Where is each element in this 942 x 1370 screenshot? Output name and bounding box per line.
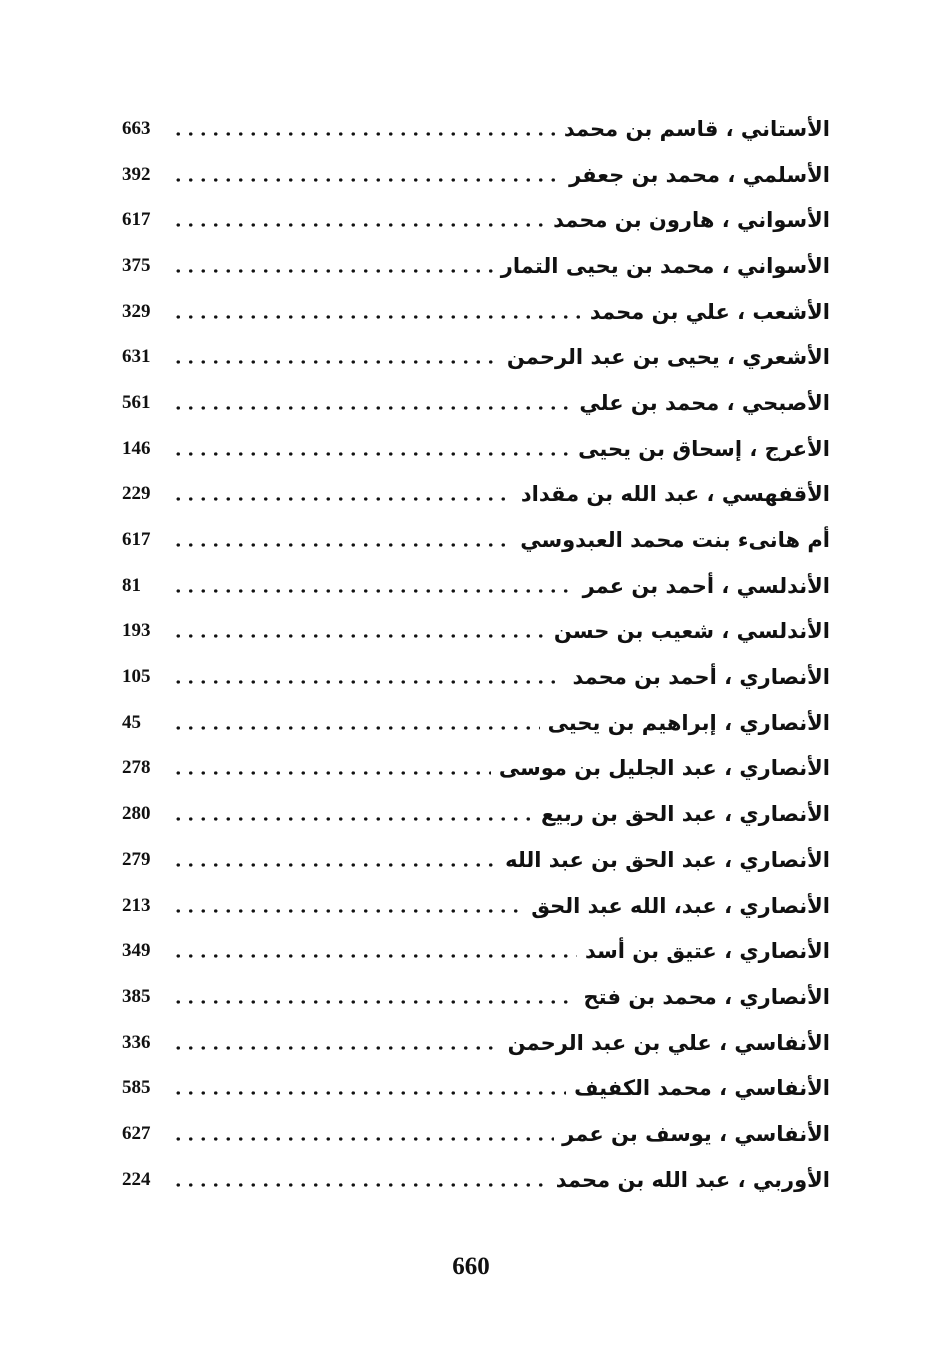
index-entry: [118, 243, 830, 289]
index-entry: [118, 289, 830, 335]
entry-name: الأصبحي ، محمد بن علي: [579, 390, 830, 415]
index-entry: [118, 928, 830, 974]
entry-page-number: 329: [122, 300, 151, 322]
entry-name: الأسلمي ، محمد بن جعفر: [569, 162, 830, 187]
entry-page-number: 45: [122, 711, 141, 733]
entry-name: الأندلسي ، أحمد بن عمر: [582, 573, 830, 598]
entry-page-number: 336: [122, 1031, 151, 1053]
entry-page-number: 81: [122, 574, 141, 596]
entry-page-number: 631: [122, 346, 151, 368]
dot-leader: [172, 222, 545, 228]
entry-name: الأشعري ، يحيى بن عبد الرحمن: [506, 345, 830, 370]
entry-page-number: 585: [122, 1077, 151, 1099]
index-entry: [118, 609, 830, 655]
dot-leader: [172, 451, 570, 457]
entry-page-number: 561: [122, 391, 151, 413]
index-entry: [118, 837, 830, 883]
entry-page-number: 193: [122, 620, 151, 642]
entry-page-number: 627: [122, 1122, 151, 1144]
index-entry: [118, 380, 830, 426]
dot-leader: [172, 679, 564, 685]
index-entry: [118, 654, 830, 700]
entry-name: الأستاني ، قاسم بن محمد: [563, 116, 830, 141]
entry-name: الأقفهسي ، عبد الله بن مقداد: [520, 482, 830, 507]
entry-name: الأوربي ، عبد الله بن محمد: [555, 1167, 830, 1192]
entry-page-number: 375: [122, 254, 151, 276]
entry-name: الأنفاسي ، علي بن عبد الرحمن: [507, 1030, 830, 1055]
dot-leader: [172, 268, 493, 274]
entry-name: الأنفاسي ، محمد الكفيف: [574, 1076, 830, 1101]
index-entry: [118, 883, 830, 929]
entry-page-number: 278: [122, 757, 151, 779]
entry-page-number: 229: [122, 483, 151, 505]
index-entry: [118, 791, 830, 837]
dot-leader: [172, 908, 523, 914]
entry-page-number: 663: [122, 117, 151, 139]
entry-name: الأسواني ، محمد بن يحيى التمار: [500, 253, 830, 278]
dot-leader: [172, 1090, 566, 1096]
entry-name: الأنصاري ، عبد، الله عبد الحق: [531, 893, 830, 918]
dot-leader: [172, 953, 577, 959]
entry-page-number: 617: [122, 529, 151, 551]
index-entry: [118, 334, 830, 380]
entry-page-number: 146: [122, 437, 151, 459]
page-number: 660: [452, 1253, 490, 1280]
entry-page-number: 617: [122, 209, 151, 231]
dot-leader: [172, 999, 576, 1005]
index-entry: [118, 426, 830, 472]
entry-page-number: 385: [122, 985, 151, 1007]
dot-leader: [172, 314, 582, 320]
entry-name: الأنفاسي ، يوسف بن عمر: [562, 1121, 830, 1146]
index-entry: [118, 197, 830, 243]
dot-leader: [172, 588, 575, 594]
index-entry: [118, 1111, 830, 1157]
dot-leader: [172, 816, 533, 822]
index-entry: [118, 1157, 830, 1203]
entry-name: الأنصاري ، عبد الحق بن ربيع: [540, 802, 830, 827]
entry-page-number: 279: [122, 848, 151, 870]
index-entry: [118, 106, 830, 152]
entry-name: الأنصاري ، عبد الحق بن عبد الله: [505, 847, 830, 872]
entry-name: أم هانىء بنت محمد العبدوسي: [520, 528, 830, 553]
dot-leader: [172, 1045, 500, 1051]
index-entry: [118, 746, 830, 792]
index-entry: [118, 472, 830, 518]
entry-name: الأشعب ، علي بن محمد: [589, 299, 830, 324]
index-entry: [118, 974, 830, 1020]
dot-leader: [172, 862, 497, 868]
entry-page-number: 224: [122, 1168, 151, 1190]
dot-leader: [172, 1182, 548, 1188]
entry-name: الأسواني ، هارون بن محمد: [553, 208, 830, 233]
index-entry: [118, 563, 830, 609]
dot-leader: [172, 633, 546, 639]
index-entry: [118, 1020, 830, 1066]
entry-name: الأنصاري ، عتيق بن أسد: [584, 939, 830, 964]
entry-page-number: 213: [122, 894, 151, 916]
dot-leader: [172, 405, 571, 411]
entry-name: الأنصاري ، عبد الجليل بن موسى: [498, 756, 830, 781]
entry-name: الأعرج ، إسحاق بن يحيى: [578, 436, 830, 461]
index-entry: [118, 700, 830, 746]
entry-name: الأنصاري ، أحمد بن محمد: [572, 665, 830, 690]
index-entry: [118, 152, 830, 198]
dot-leader: [172, 1136, 554, 1142]
dot-leader: [172, 725, 540, 731]
index-entry: [118, 1065, 830, 1111]
entry-page-number: 280: [122, 803, 151, 825]
entry-page-number: 349: [122, 940, 151, 962]
entry-name: الأندلسي ، شعيب بن حسن: [553, 619, 830, 644]
index-list: [118, 106, 830, 1203]
dot-leader: [172, 542, 512, 548]
dot-leader: [172, 359, 499, 365]
entry-name: الأنصاري ، محمد بن فتح: [583, 984, 830, 1009]
entry-page-number: 105: [122, 666, 151, 688]
entry-name: الأنصاري ، إبراهيم بن يحيى: [547, 710, 830, 735]
dot-leader: [172, 177, 561, 183]
dot-leader: [172, 496, 513, 502]
dot-leader: [172, 131, 556, 137]
entry-page-number: 392: [122, 163, 151, 185]
dot-leader: [172, 770, 491, 776]
index-entry: [118, 517, 830, 563]
